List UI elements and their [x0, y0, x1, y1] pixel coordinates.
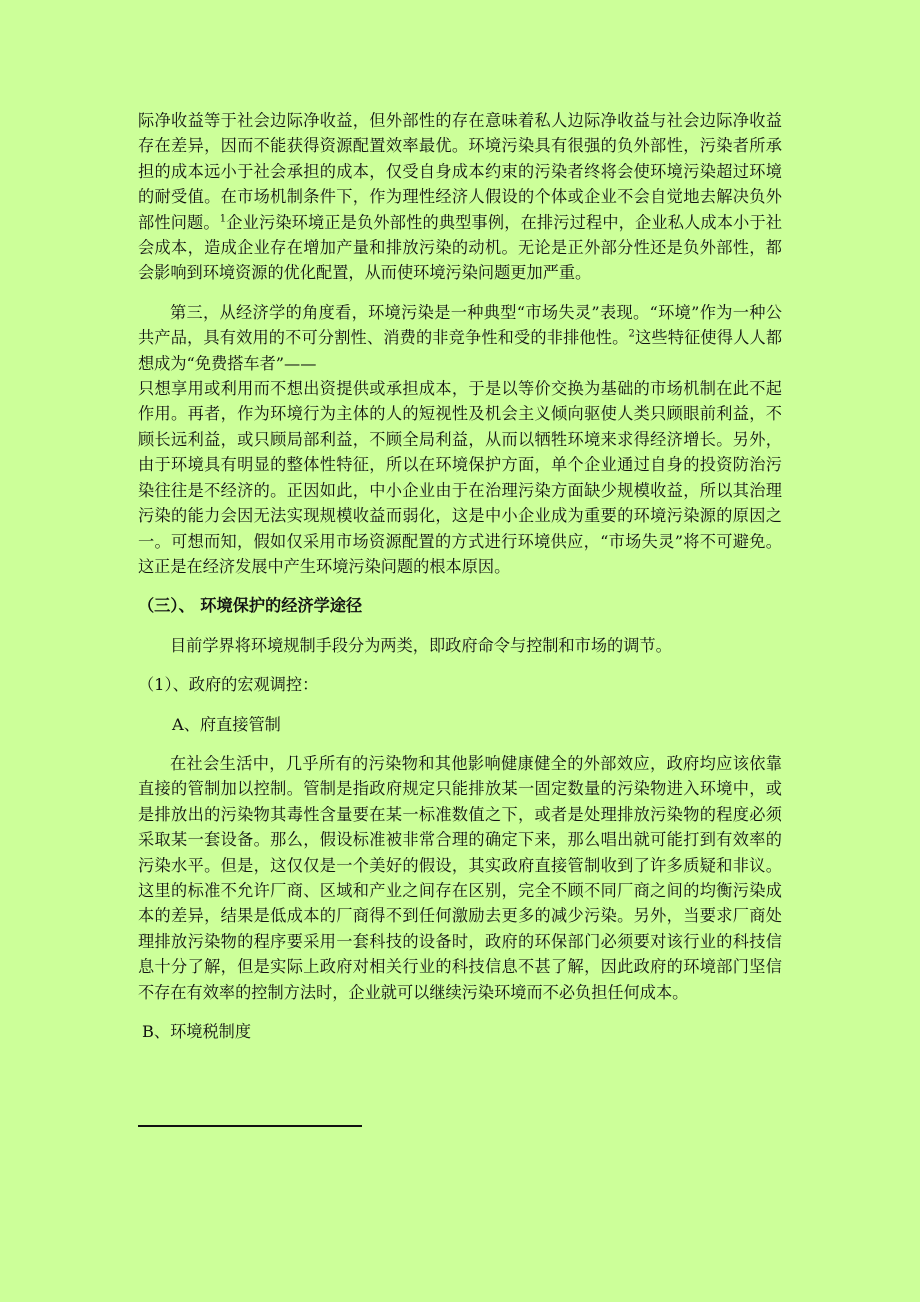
paragraph-market-failure: [138, 300, 782, 579]
footnote-separator: [138, 1125, 362, 1127]
paragraph-text: 这些特征使得人人都想成为“免费搭车者”——: [138, 328, 783, 373]
subsection-heading-a: A、府直接管制: [172, 714, 281, 734]
paragraph-text: 第三，从经济学的角度看，环境污染是一种典型“市场失灵”表现。“环境”作为一种公共产品，具有效用的不可分割性、消费的非竞争性和受的非排他性。: [138, 302, 782, 348]
subsection-heading-b: B、环境税制度: [142, 1022, 252, 1041]
paragraph-text: 只想享用或利用而不想出资提供或承担成本，于是以等价交换为基础的市场机制在此不起作用。再者，作为环境行为主体的人的短视性及机会主义倾向驱使人类只顾眼前利益，不顾长远利益，或只顾局部利益，不顾全局利益，从而以牺牲环境来求得经济增长。另外，由于环境具有明显的整体性特征，所以在环境保护方面，单个企业通过自身的投资防治污染往往是不经济的。正因如此，中小企业由于在治理污染方面缺少规模收益，所以其治理污染的能力会因无法实现规模收益而弱化，这是中小企业成为重要的环境污染源的原因之一。可想而知，假如仅采用市场资源配置的方式进行环境供应，“市场失灵”将不可避免。这正是在经济发展中产生环境污染问题的根本原因。: [138, 379, 782, 576]
paragraph-direct-control: 在社会生活中，几乎所有的污染物和其他影响健康健全的外部效应，政府均应该依靠直接的管制加以控制。管制是指政府规定只能排放某一固定数量的污染物进入环境中，或是排放出的污染物其毒性含量要在某一标准数值之下，或者是处理排放污染物的程度必须采取某一套设备。那么，假设标准被非常合理的确定下来，那么唱出就可能打到有效率的污染水平。但是，这仅仅是一个美好的假设，其实政府直接管制收到了许多质疑和非议。这里的标准不允许厂商、区域和产业之间存在区别，完全不顾不同厂商之间的均衡污染成本的差异，结果是低成本的厂商得不到任何激励去更多的减少污染。另外，当要求厂商处理排放污染物的程序要采用一套科技的设备时，政府的环保部门必须要对该行业的科技信息十分了解，但是实际上政府对相关行业的科技信息不甚了解，因此政府的环境部门坚信不存在有效率的控制方法时，企业就可以继续污染环境而不必负担任何成本。: [138, 753, 782, 1002]
footnote-ref-2[interactable]: 2: [628, 328, 635, 340]
paragraph-text: 际净收益等于社会边际净收益，但外部性的存在意味着私人边际净收益与社会边际净收益存在差异，因而不能获得资源配置效率最优。环境污染具有很强的负外部性，污染者所承担的成本远小于社会承担的成本，仅受自身成本约束的污染者终将会使环境污染超过环境的耐受值。在市场机制条件下，作为理性经济人假设的个体或企业不会自觉地去解决负外部性问题。: [138, 111, 782, 232]
paragraph-externality: [138, 108, 782, 286]
paragraph-text: 企业污染环境正是负外部性的典型事例，在排污过程中，企业私人成本小于社会成本，造成企业存在增加产量和排放污染的动机。无论是正外部分性还是负外部性，都会影响到环境资源的优化配置，从而使环境污染问题更加严重。: [138, 212, 783, 283]
paragraph-regulation-types: 目前学界将环境规制手段分为两类，即政府命令与控制和市场的调节。: [170, 635, 672, 655]
document-body: [138, 108, 782, 1044]
footnote-ref-1[interactable]: 1: [219, 213, 227, 225]
subsection-heading-1: （1）、政府的宏观调控：: [138, 675, 319, 695]
section-heading: （三）、 环境保护的经济学途径: [138, 596, 363, 616]
